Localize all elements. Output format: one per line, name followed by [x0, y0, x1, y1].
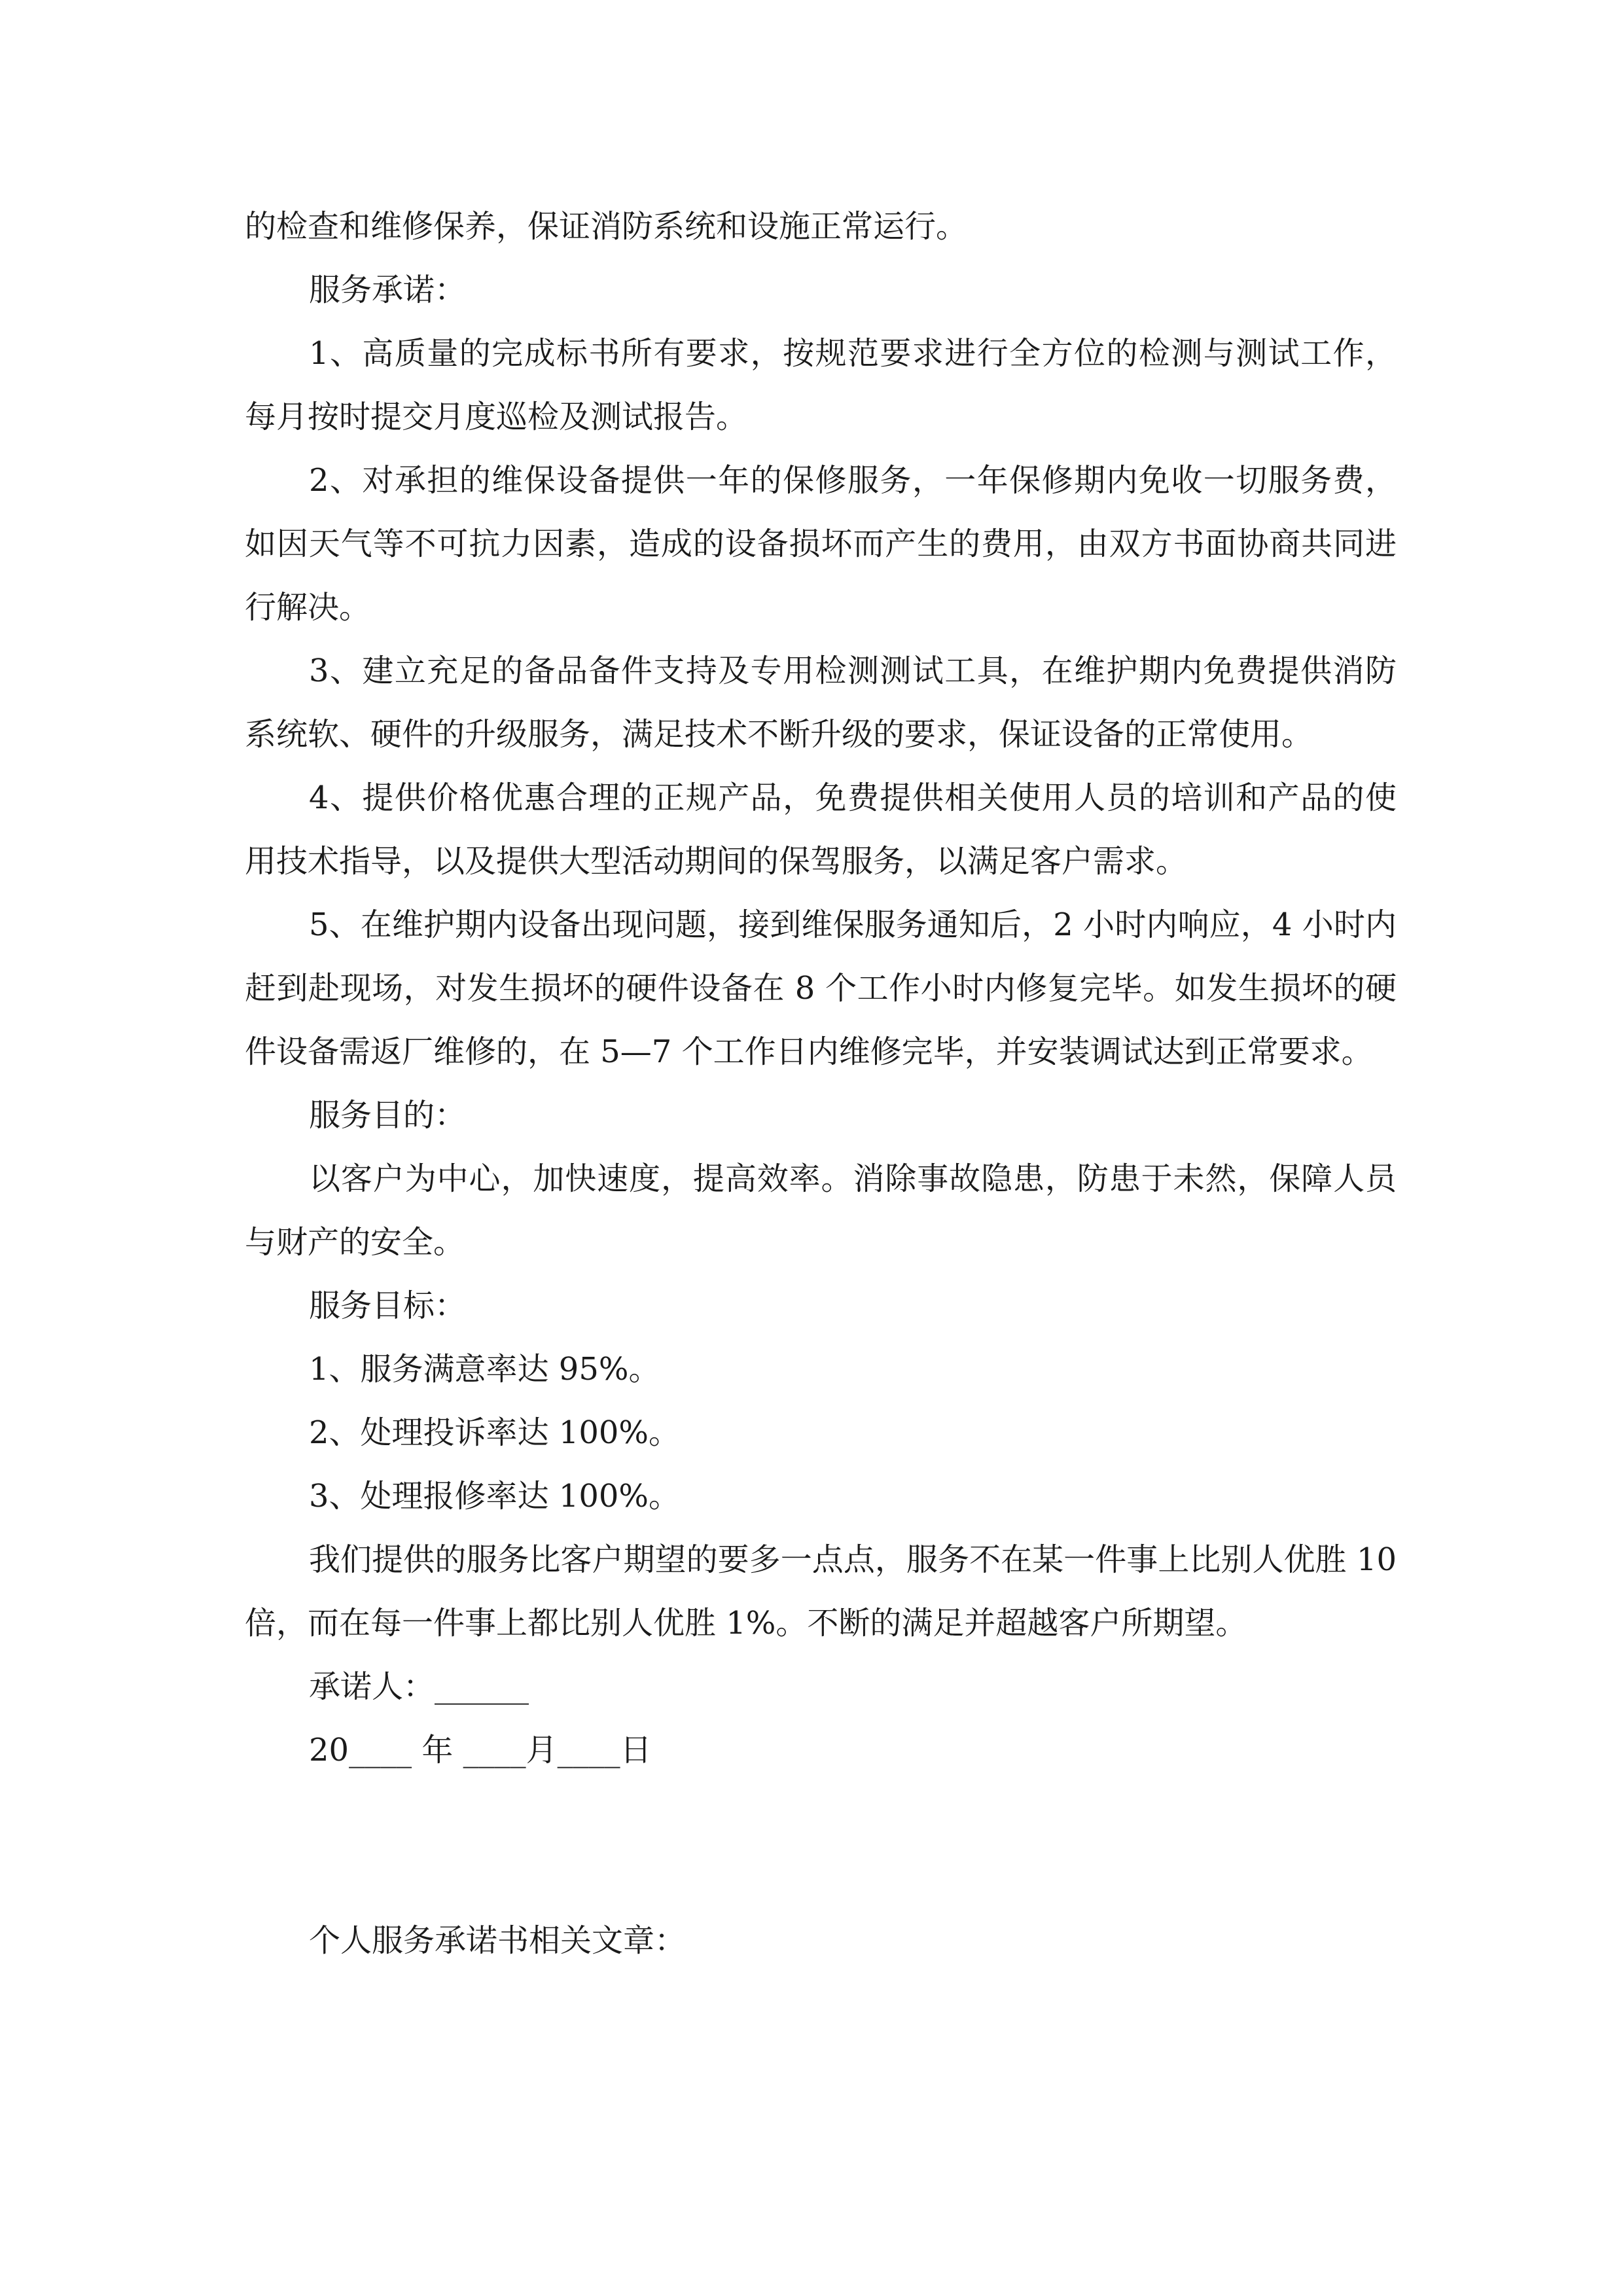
promise-item-4: 4、提供价格优惠合理的正规产品，免费提供相关使用人员的培训和产品的使用技术指导，以及提供大型活动期间的保驾服务，以满足客户需求。	[245, 780, 1397, 880]
related-articles-heading: 个人服务承诺书相关文章：	[309, 1922, 687, 1959]
goal-item-1: 1、服务满意率达 95%。	[309, 1351, 660, 1388]
heading-service-purpose: 服务目的：	[309, 1097, 467, 1134]
closing-statement: 我们提供的服务比客户期望的要多一点点，服务不在某一件事上比别人优胜 10 倍，而在每一件事上都比别人优胜 1%。不断的满足并超越客户所期望。	[245, 1541, 1397, 1641]
spacer	[245, 1782, 1397, 1909]
paragraph-continuation: 的检查和维修保养，保证消防系统和设施正常运行。	[245, 208, 968, 245]
goal-item-3: 3、处理报修率达 100%。	[309, 1478, 681, 1515]
goal-item-2: 2、处理投诉率达 100%。	[309, 1414, 681, 1451]
promise-item-1: 1、高质量的完成标书所有要求，按规范要求进行全方位的检测与测试工作，每月按时提交月度巡检及测试报告。	[245, 335, 1397, 435]
promise-item-2: 2、对承担的维保设备提供一年的保修服务，一年保修期内免收一切服务费，如因天气等不可抗力因素，造成的设备损坏而产生的费用，由双方书面协商共同进行解决。	[245, 462, 1397, 626]
date-line: 20____ 年 ____月____日	[309, 1732, 652, 1768]
service-purpose-text: 以客户为中心，加快速度，提高效率。消除事故隐患，防患于未然，保障人员与财产的安全。	[245, 1160, 1397, 1261]
signer-line: 承诺人：______	[309, 1668, 529, 1705]
document-body	[245, 195, 1397, 1973]
promise-item-3: 3、建立充足的备品备件支持及专用检测测试工具，在维护期内免费提供消防系统软、硬件的升级服务，满足技术不断升级的要求，保证设备的正常使用。	[245, 653, 1397, 753]
heading-service-goals: 服务目标：	[309, 1287, 467, 1324]
heading-service-promise: 服务承诺：	[309, 272, 467, 308]
promise-item-5: 5、在维护期内设备出现问题，接到维保服务通知后，2 小时内响应，4 小时内赶到赴现场，对发生损坏的硬件设备在 8 个工作小时内修复完毕。如发生损坏的硬件设备需返厂维修的，在 5—7 个工作日内维修完毕，并安装调试达到正常要求。	[245, 906, 1397, 1070]
